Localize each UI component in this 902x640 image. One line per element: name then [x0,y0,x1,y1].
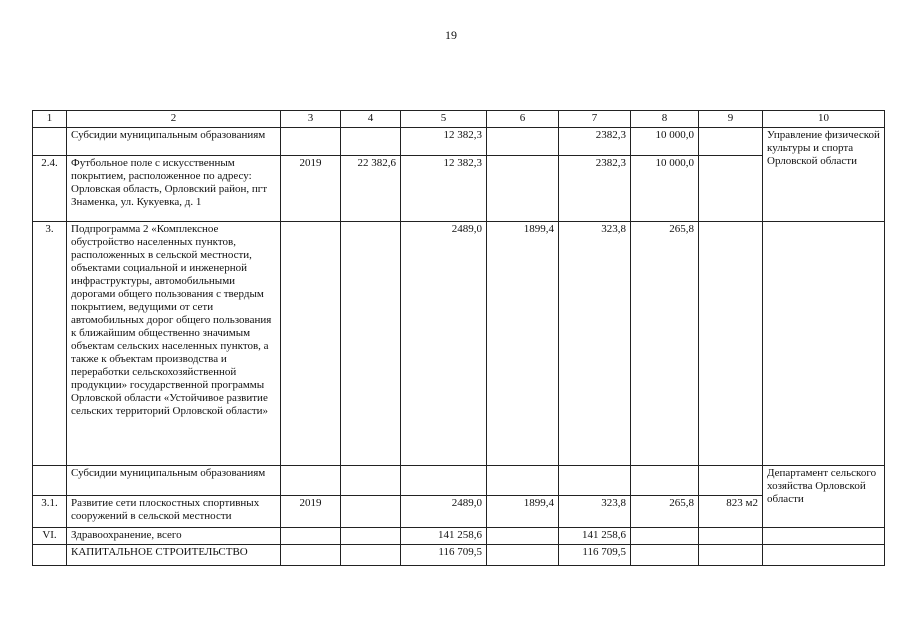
header-cell: 1 [33,111,67,128]
table-row [33,222,885,466]
cell-regional: 141 258,6 [559,528,631,545]
cell-local: 265,8 [631,496,699,528]
cell-number [33,128,67,156]
cell-year [281,128,341,156]
cell-number: 3. [33,222,67,466]
cell-regional: 323,8 [559,222,631,466]
cell-total: 2489,0 [401,222,487,466]
header-cell: 9 [699,111,763,128]
cell-name: Развитие сети плоскостных спортивных сооружений в сельской местности [67,496,281,528]
table-row [33,545,885,566]
cell-local: 10 000,0 [631,128,699,156]
header-cell: 10 [763,111,885,128]
cell-capacity [699,128,763,156]
cell-year [281,545,341,566]
cell-year [281,528,341,545]
cell-total: 2489,0 [401,496,487,528]
table-row [33,128,885,156]
cell-cost [341,466,401,496]
cell-federal [487,466,559,496]
cell-capacity: 823 м2 [699,496,763,528]
cell-responsible: Управление физической культуры и спорта Орловской области [763,128,885,222]
cell-capacity [699,528,763,545]
cell-name: Футбольное поле с искусственным покрытием, расположенное по адресу: Орловская область, Орловский район, пгт Знаменка, ул. Кукуевка, д. 1 [67,156,281,222]
cell-regional: 116 709,5 [559,545,631,566]
table-row [33,496,885,528]
cell-federal: 1899,4 [487,222,559,466]
cell-number: 2.4. [33,156,67,222]
header-cell: 3 [281,111,341,128]
cell-capacity [699,156,763,222]
cell-cost [341,528,401,545]
cell-responsible [763,545,885,566]
cell-number: VI. [33,528,67,545]
cell-federal [487,545,559,566]
header-cell: 4 [341,111,401,128]
table-row [33,528,885,545]
cell-name: Субсидии муниципальным образованиям [67,466,281,496]
cell-regional: 2382,3 [559,128,631,156]
cell-responsible [763,528,885,545]
cell-cost [341,496,401,528]
cell-cost: 22 382,6 [341,156,401,222]
cell-cost [341,545,401,566]
cell-total: 12 382,3 [401,128,487,156]
cell-responsible [763,222,885,466]
cell-name: Здравоохранение, всего [67,528,281,545]
page-number: 19 [445,28,457,42]
cell-local: 265,8 [631,222,699,466]
cell-name: Субсидии муниципальным образованиям [67,128,281,156]
cell-number [33,545,67,566]
cell-name: Подпрограмма 2 «Комплексное обустройство населенных пунктов, расположенных в сельской местности, объектами социальной и инженерной инфраструктуры, автомобильными дорогами общего пользования с твердым покрытием, ведущими от сети автомобильных дорог общего пользования к ближайшим общественно значимым объектам сельских населенных пунктов, а также к объектам производства и переработки сельскохозяйственной продукции» государственной программы Орловской области «Устойчивое развитие сельских территорий Орловской области» [67,222,281,466]
cell-year: 2019 [281,156,341,222]
cell-local [631,466,699,496]
header-cell: 2 [67,111,281,128]
cell-federal [487,528,559,545]
cell-year: 2019 [281,496,341,528]
header-cell: 5 [401,111,487,128]
cell-capacity [699,545,763,566]
cell-total: 12 382,3 [401,156,487,222]
cell-name: КАПИТАЛЬНОЕ СТРОИТЕЛЬСТВО [67,545,281,566]
table-header-row [33,111,885,128]
table-row [33,466,885,496]
cell-number: 3.1. [33,496,67,528]
cell-regional [559,466,631,496]
cell-local [631,528,699,545]
header-cell: 8 [631,111,699,128]
cell-total [401,466,487,496]
budget-table [32,110,885,566]
cell-cost [341,222,401,466]
header-cell: 7 [559,111,631,128]
cell-year [281,466,341,496]
cell-number [33,466,67,496]
cell-federal [487,156,559,222]
cell-capacity [699,466,763,496]
cell-regional: 323,8 [559,496,631,528]
cell-regional: 2382,3 [559,156,631,222]
cell-federal: 1899,4 [487,496,559,528]
cell-total: 141 258,6 [401,528,487,545]
cell-capacity [699,222,763,466]
cell-responsible: Департамент сельского хозяйства Орловской области [763,466,885,528]
header-cell: 6 [487,111,559,128]
cell-local: 10 000,0 [631,156,699,222]
cell-year [281,222,341,466]
cell-cost [341,128,401,156]
cell-total: 116 709,5 [401,545,487,566]
table-row [33,156,885,222]
cell-federal [487,128,559,156]
cell-local [631,545,699,566]
